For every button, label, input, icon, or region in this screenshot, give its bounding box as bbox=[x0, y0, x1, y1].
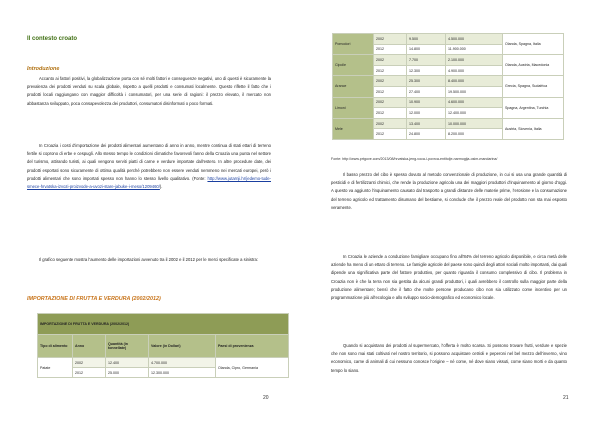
cell-food: Patate bbox=[38, 358, 73, 378]
table-row bbox=[333, 118, 564, 129]
intro-paragraph-3 bbox=[27, 256, 271, 264]
cell-qty: 12.400 bbox=[106, 358, 149, 368]
cell-year: 2002 bbox=[374, 118, 407, 129]
import-table-right-body bbox=[333, 34, 564, 140]
cell-value: 12.300.000 bbox=[149, 368, 216, 378]
header-countries: Paesi di provenienza bbox=[216, 335, 289, 358]
cell-qty: 12.300 bbox=[407, 65, 446, 76]
cell-food: Cipolle bbox=[333, 55, 374, 76]
intro-paragraph-2-end: ). bbox=[159, 184, 163, 190]
body-paragraph-1-text: Il basso prezzo del cibo è spesso dovuto al metodo convenzionale di produzione, in cui si usa una grande quantità di pesticidi e di fertilizzanti chimici, che rende la produzione agricola una dei maggiori produttori d’inquinamento al giorno d’oggi. A questo va aggiunto l’inquinamento causato dal trasporto a grandi distanze delle materie prime, l’erosione e la consumazione del terreno agricolo ed trattamento disumano del bestiame, si conclude che il prezzo reale del prodotto non sta mai esposto veramente. bbox=[331, 172, 567, 210]
cell-qty: 13.400 bbox=[407, 118, 446, 129]
source-link[interactable]: http://www.jutarnji.hr/jedemo-tude-smece-hrvatska-izvozi-proizvode-a-uvozi-stare-jabuke-i-meso/1209460/ bbox=[27, 175, 271, 190]
section-subheading: Introduzione bbox=[27, 66, 60, 72]
cell-value: 12.400.000 bbox=[446, 108, 503, 119]
intro-paragraph-1-text: Accanto ai fattori positivi, la globalizzazione porta con sé molti fattori e conseguenze negativi, uno di questi è sicuramente la prevalenza dei prodotti venduti su scala globale, rispetto a quelli prodotti e consumati localmente. Questo riflette il fatto che i prodotti locali raggiungano con maggior difficoltà i consumatori, per una serie di ragioni: il prezzo elevato, il mercato non abbastanza sviluppato, poca consapevolezza dei produttori, consumatori disinformati o poco formati. bbox=[27, 76, 271, 106]
cell-food: Mele bbox=[333, 118, 374, 139]
table-row bbox=[333, 55, 564, 66]
import-table-left bbox=[37, 313, 289, 378]
cell-year: 2012 bbox=[374, 108, 407, 119]
intro-paragraph-2-text: In Croazia i costi d’importazione dei prodotti alimentari aumentano di anno in anno, mentre continua di stati ettari di terreno fertile si coprono di erbe e cespugli. Allo stesso tempo le condizioni climatiche favorevoli fanno della Croazia una punta nel settore del turismo, attirando turisti, ai quali vengono serviti piatti di carne e verdure importate dall’estero. In altre procedure date, dei prodotti esportati sono sicuramente di ottima qualità perché potrebbero non essere venduti nemmeno nei mercati europei, però i prodotti alimentari che sono importati spesso non hanno lo stesso livello qualitativo. (Fonte: bbox=[27, 143, 271, 181]
cell-value: 8.200.000 bbox=[446, 129, 503, 140]
cell-qty: 24.800 bbox=[407, 129, 446, 140]
cell-year: 2002 bbox=[374, 55, 407, 66]
table-row bbox=[333, 76, 564, 87]
cell-countries: Olanda, Spagna, Italia bbox=[503, 34, 564, 55]
cell-food: Arance bbox=[333, 76, 374, 97]
header-value: Valore (in Dollari) bbox=[149, 335, 216, 358]
page-number-right: 21 bbox=[563, 395, 569, 401]
body-paragraph-2 bbox=[331, 253, 567, 302]
cell-qty: 25.300 bbox=[407, 76, 446, 87]
cell-countries: Austria, Slovenia, Italia bbox=[503, 118, 564, 139]
cell-value: 10.000.000 bbox=[446, 118, 503, 129]
table-source: Fonte: http://www.prtgove.com/2013/08/hrvatska-jeng-voca-i-povrca-entitolje-narmogija-osim-mandarina/ bbox=[331, 157, 498, 161]
cell-year: 2012 bbox=[73, 368, 106, 378]
body-paragraph-2-text: In Croazia le aziende a conduzione famigliare occupano fino all’84% del terreno agricolo disponibile, e circa metà delle aziende ha meno di un ettaro di terreno. Le famiglie agricole del paese sono quindi degli attori sociali molto importanti, dai quali dipende una significativa parte del fattore produttivo, per quanto riguarda il consumo complessivo di cibo. Il problema in Croazia non è che la terra non sia gestita da alcuni grandi produttori, i quali avrebbero il controllo sulla maggior parte della produzione alimentare; bensì che il fatto che molte persone producano cibo non sia utilizzato come incentivo per un programmazione più all’ecologia e allo sviluppo socio-demografico ed economico locale. bbox=[331, 254, 567, 301]
cell-value: 4.700.000 bbox=[149, 358, 216, 368]
cell-value: 4.900.000 bbox=[446, 65, 503, 76]
table-row bbox=[38, 358, 289, 368]
cell-qty: 25.000 bbox=[106, 368, 149, 378]
page-number-left: 20 bbox=[263, 395, 269, 401]
table-band-row bbox=[38, 314, 289, 335]
intro-paragraph-2 bbox=[27, 142, 271, 191]
intro-paragraph-1 bbox=[27, 75, 271, 108]
table-row bbox=[333, 34, 564, 45]
table-row bbox=[333, 97, 564, 108]
import-table-title: IMPORTAZIONE DI FRUTTA E VERDURA (2002/2012) bbox=[27, 296, 161, 302]
cell-value: 11.900.000 bbox=[446, 44, 503, 55]
cell-year: 2012 bbox=[374, 44, 407, 55]
body-paragraph-3 bbox=[331, 342, 567, 375]
cell-year: 2012 bbox=[374, 65, 407, 76]
cell-value: 8.400.000 bbox=[446, 76, 503, 87]
cell-year: 2012 bbox=[374, 86, 407, 97]
cell-qty: 9.500 bbox=[407, 34, 446, 45]
cell-qty: 10.900 bbox=[407, 97, 446, 108]
cell-value: 19.500.000 bbox=[446, 86, 503, 97]
header-quantity: Quantità (in tonnellate) bbox=[106, 335, 149, 358]
cell-food: Pomodori bbox=[333, 34, 374, 55]
cell-countries: Olanda, Cipro, Germania bbox=[216, 358, 289, 378]
cell-qty: 14.800 bbox=[407, 44, 446, 55]
intro-paragraph-3-text: Il grafico seguente mostra l’aumento delle importazioni avvenuto tra il 2002 e il 2012 per le merci specificate a sinistra: bbox=[39, 257, 259, 262]
cell-qty: 7.700 bbox=[407, 55, 446, 66]
table-header-row bbox=[38, 335, 289, 358]
cell-countries: Spagna, Argentina, Turchia bbox=[503, 97, 564, 118]
header-food: Tipo di alimento bbox=[38, 335, 73, 358]
cell-food: Limoni bbox=[333, 97, 374, 118]
cell-value: 4.500.000 bbox=[446, 34, 503, 45]
table-band: IMPORTAZIONE DI FRUTTA E VERDURA (2002/2012) bbox=[38, 314, 289, 335]
cell-countries: Olanda, Austria, Macedonia bbox=[503, 55, 564, 76]
cell-year: 2012 bbox=[374, 129, 407, 140]
cell-qty: 12.000 bbox=[407, 108, 446, 119]
body-paragraph-3-text: Quando si acquistano dei prodotti al supermercato, l’offerta è molto scarsa. Si possono trovare frutti, verdure e spezie che non sono mai stati coltivati nel nostro territorio, si possono acquistare cetrioli e peperoni nel bel mezzo dell’inverno, vino economico, carne di animali di cui nessuno conosce l’origine – né come, né dove siano vissuti, come siano morti e da quanto tempo lo siano. bbox=[331, 343, 567, 373]
intro-paragraph-2-block bbox=[27, 142, 271, 191]
cell-year: 2002 bbox=[374, 34, 407, 45]
cell-countries: Grecia, Spagna, Sudafrica bbox=[503, 76, 564, 97]
section-heading: Il contesto croato bbox=[27, 36, 78, 42]
cell-qty: 27.400 bbox=[407, 86, 446, 97]
cell-value: 4.600.000 bbox=[446, 97, 503, 108]
cell-year: 2002 bbox=[374, 76, 407, 87]
import-table-right bbox=[332, 33, 564, 140]
cell-year: 2002 bbox=[73, 358, 106, 368]
body-paragraph-1 bbox=[331, 171, 567, 212]
header-year: Anno bbox=[73, 335, 106, 358]
cell-value: 2.100.000 bbox=[446, 55, 503, 66]
cell-year: 2002 bbox=[374, 97, 407, 108]
